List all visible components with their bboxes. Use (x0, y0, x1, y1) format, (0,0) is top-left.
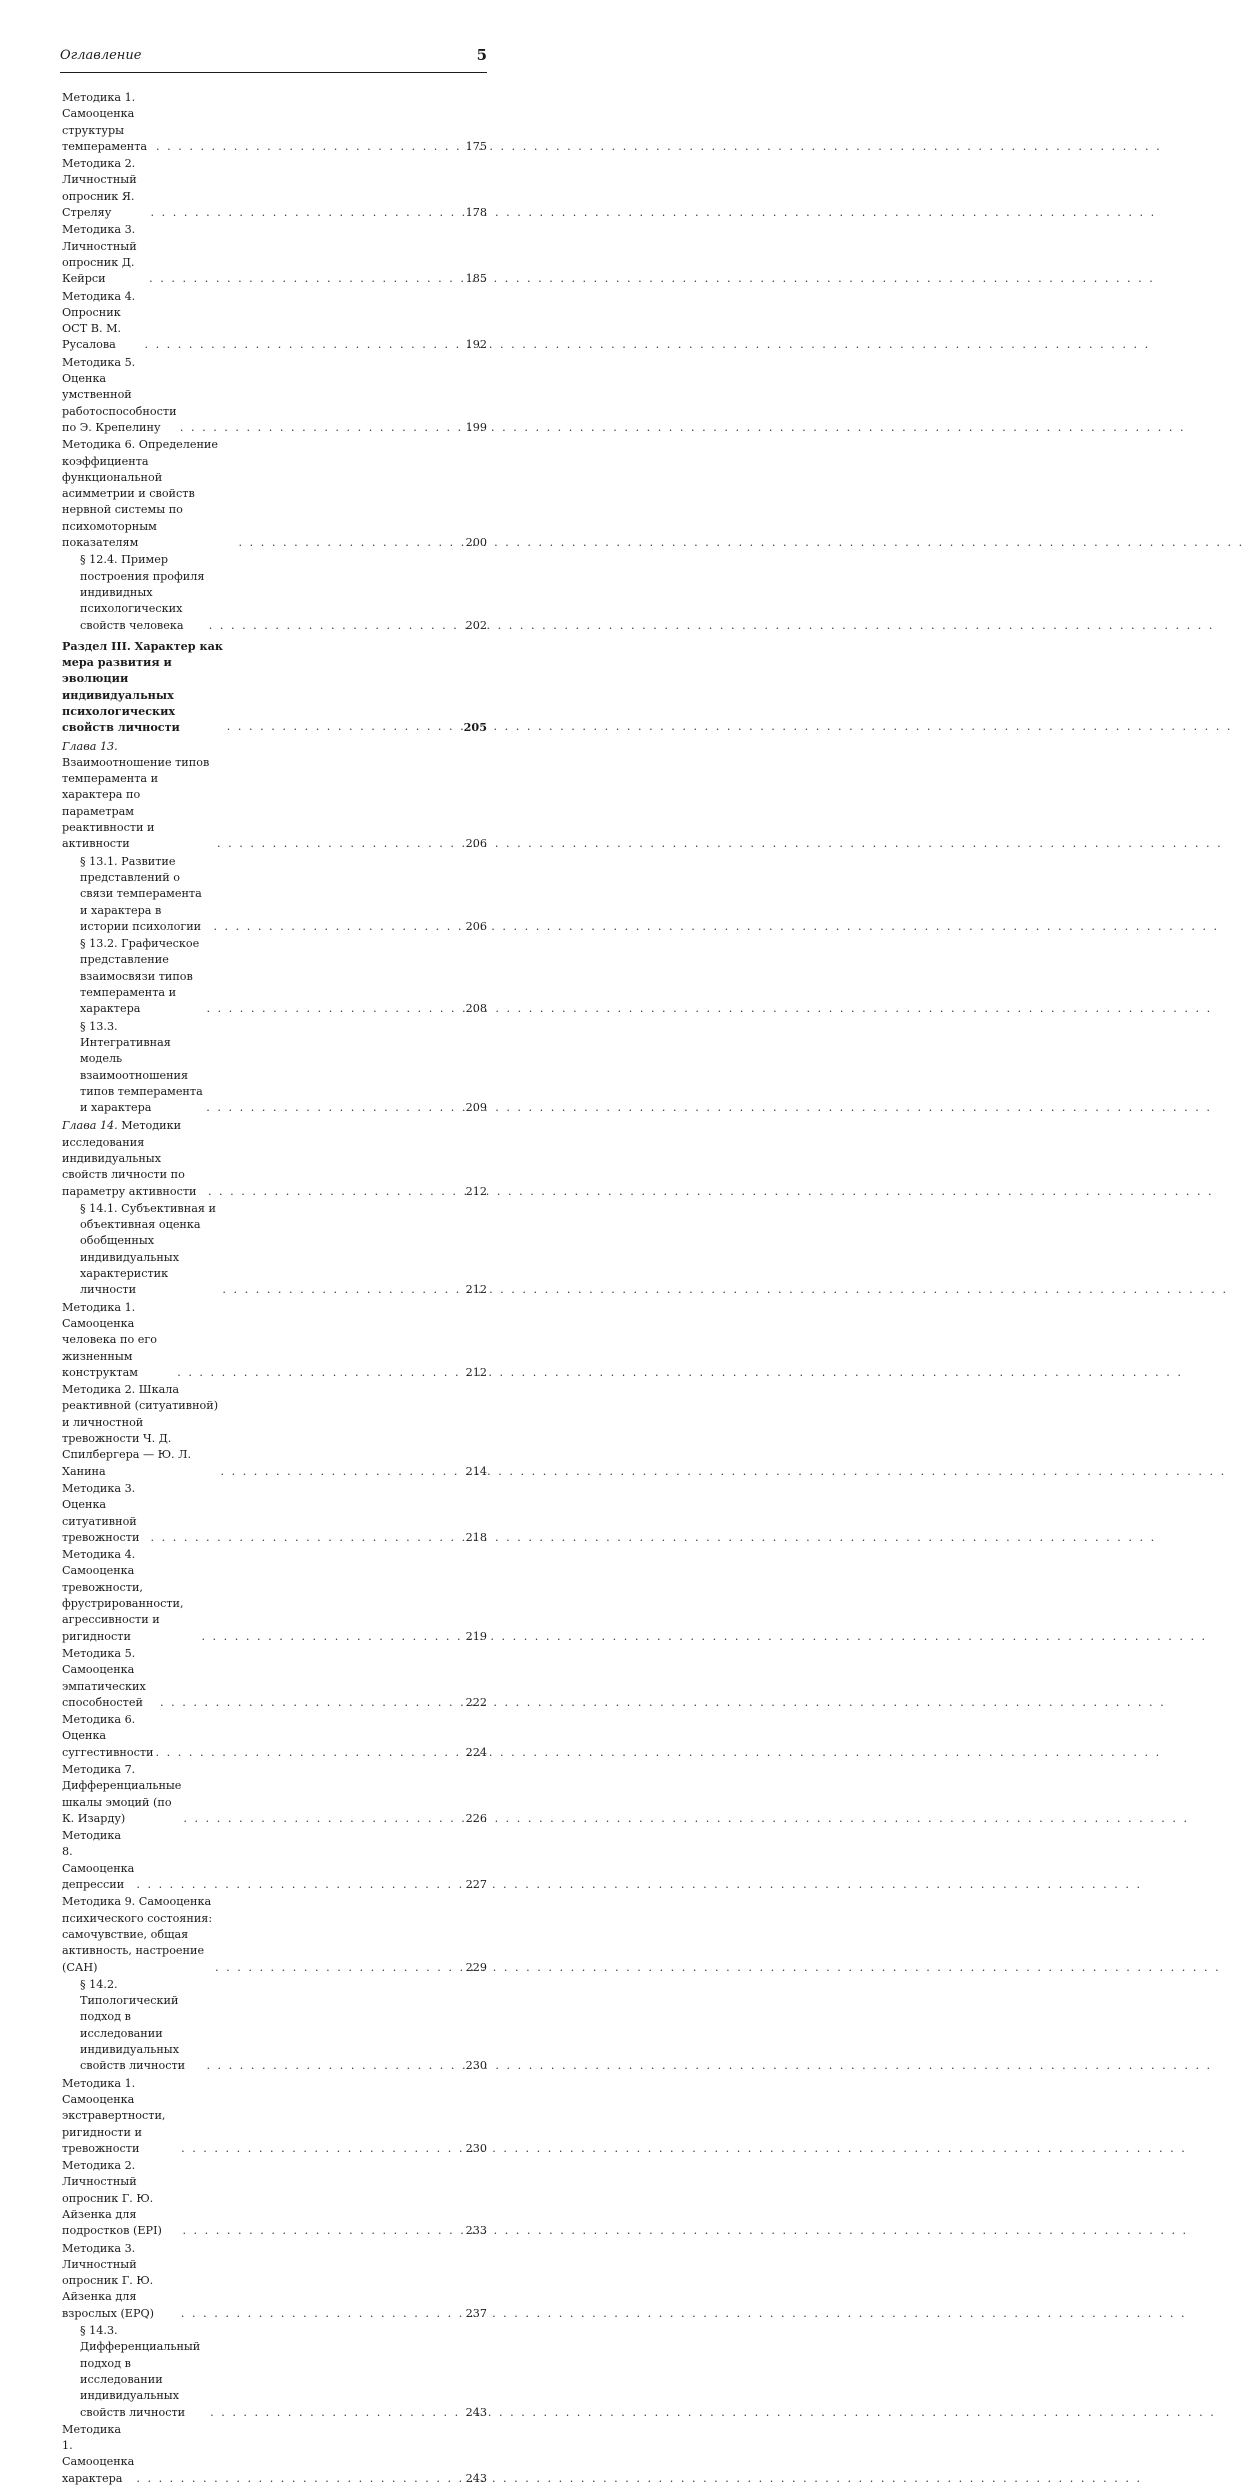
dot-leader (227, 719, 461, 735)
toc-entry-title: Оценка умственной работоспособности по Э. Крепелину (62, 372, 177, 434)
toc-entry (62, 1300, 487, 1381)
toc-entry (62, 1712, 487, 1761)
toc-entry-title: Интегративная модель взаимоотношения типов темперамента и характера (80, 1035, 203, 1115)
toc-entry (62, 437, 487, 551)
dot-leader (177, 1365, 461, 1381)
toc-entry (62, 936, 487, 1017)
toc-entry-text (62, 355, 180, 436)
toc-entry-title: Личностный опросник Д. Кейрси (62, 239, 137, 286)
toc-entry-text (62, 1894, 215, 1975)
toc-entry-page: 202 (465, 618, 487, 632)
toc-entry-text (62, 2076, 181, 2157)
toc-entry-text (80, 1019, 206, 1117)
toc-entry-page: 214 (465, 1464, 487, 1478)
toc-entry-page: 212 (465, 1184, 487, 1198)
toc-entry (62, 1828, 487, 1893)
toc-entry-text (62, 1762, 183, 1827)
toc-entry-title: Методики исследования индивидуальных свойств личности по параметру активности (62, 1119, 197, 1198)
toc-entry-label: § 14.1. (80, 1201, 118, 1215)
dot-leader (156, 139, 461, 155)
toc-entry (62, 2158, 487, 2239)
toc-entry-page: 227 (465, 1878, 487, 1892)
toc-entry-page: 222 (465, 1695, 487, 1709)
toc-entry-page: 230 (465, 2059, 487, 2073)
toc-entry-page: 192 (465, 338, 487, 352)
dot-leader (239, 535, 461, 551)
header-title: Оглавление (60, 48, 142, 63)
dot-leader (220, 1464, 461, 1480)
dot-leader (209, 618, 461, 634)
toc-entry-label: Методика 7. (62, 1762, 136, 1776)
toc-entry-text (62, 289, 144, 354)
dot-leader (206, 1100, 461, 1116)
toc-entry-text (80, 1201, 222, 1299)
toc-entry-page: 243 (465, 2405, 487, 2419)
toc-entry (62, 2241, 487, 2322)
toc-entry-title: Личностный опросник Г. Ю. Айзенка для взрослых (EPQ) (62, 2257, 155, 2320)
toc-entry-label: Методика 3. (62, 223, 136, 237)
dot-leader (181, 2306, 461, 2322)
toc-entry-title: Пример построения профиля индивидных психологических свойств человека (80, 553, 205, 632)
toc-entry-title: Дифференциальный подход в исследовании индивидуальных свойств личности (80, 2340, 201, 2419)
dot-leader (208, 1184, 461, 1200)
toc-entry-label: Методика 9. (62, 1895, 136, 1909)
toc-entry (62, 854, 487, 935)
toc-entry-label: Методика 3. (62, 1481, 136, 1495)
dot-leader (215, 1960, 461, 1976)
toc-entry-page: 185 (465, 272, 487, 286)
dot-leader (182, 2223, 461, 2239)
running-header (60, 46, 487, 73)
toc-entry-title: Определение коэффициента функциональной асимметрии и свойств нервной системы по психомоторным показателям (62, 438, 218, 550)
toc-entry (62, 2323, 487, 2421)
dot-leader (181, 2141, 461, 2157)
toc-entry (62, 355, 487, 436)
toc-entry (62, 1201, 487, 1299)
toc-entry-label: § 14.3. (80, 2324, 118, 2338)
toc-entry-title: Оценка ситуативной тревожности (62, 1498, 140, 1544)
toc-entry-title: Опросник ОСТ В. М. Русалова (62, 305, 122, 352)
toc-entry-page: 219 (465, 1629, 487, 1643)
toc-entry-label: § 13.2. (80, 937, 118, 951)
toc-entry-text (62, 2158, 182, 2239)
toc-entry-title: Типологический подход в исследовании индивидуальных свойств личности (80, 1994, 186, 2073)
toc-entry-title: Личностный опросник Г. Ю. Айзенка для подростков (EPI) (62, 2175, 162, 2238)
toc-entry-page: 175 (465, 139, 487, 153)
toc-entry-label: Методика 3. (62, 2241, 136, 2255)
toc-entry-label: Глава 14. (62, 1119, 118, 1133)
dot-leader (156, 1745, 461, 1761)
toc-entry-text (62, 222, 149, 287)
toc-entry (62, 2422, 487, 2487)
toc-entry (62, 1977, 487, 2075)
toc-entry (62, 1382, 487, 1480)
toc-entry-label: Методика 4. (62, 1548, 136, 1562)
toc-entry-title: Дифференциальные шкалы эмоций (по К. Изарду) (62, 1779, 182, 1825)
toc-entry-text (62, 739, 217, 853)
toc-entry-text (62, 1547, 201, 1645)
toc-entry-page: 224 (465, 1745, 487, 1759)
toc-entry-label: Методика 2. (62, 1383, 136, 1397)
dot-leader (151, 205, 461, 221)
table-of-contents (62, 90, 487, 2488)
dot-leader (217, 836, 461, 852)
toc-entry-label: Методика 5. (62, 1646, 136, 1660)
toc-entry-label: Методика 1. (62, 91, 136, 104)
dot-leader (151, 1530, 462, 1546)
toc-entry (62, 638, 487, 736)
toc-entry (62, 1646, 487, 1711)
toc-entry-title: Самооценка депрессии (62, 1861, 135, 1892)
toc-entry-page: 209 (465, 1101, 487, 1115)
dot-leader (222, 1282, 461, 1298)
toc-entry-label: Методика 2. (62, 2159, 136, 2173)
toc-entry-label: Методика 1. (62, 2076, 136, 2090)
toc-entry (62, 1762, 487, 1827)
toc-entry (62, 90, 487, 155)
toc-entry-label: § 13.3. (80, 1019, 118, 1033)
dot-leader (180, 420, 461, 436)
toc-entry-label: Глава 13. (62, 739, 118, 753)
toc-entry-text (62, 638, 227, 736)
toc-entry-page: 208 (465, 1002, 487, 1016)
toc-entry-text (62, 2422, 136, 2487)
toc-entry-page: 206 (465, 837, 487, 851)
header-page-number: 5 (476, 46, 487, 64)
toc-entry-text (80, 936, 206, 1017)
toc-entry-text (80, 1977, 206, 2075)
toc-entry-page: 218 (465, 1530, 487, 1544)
dot-leader (136, 2471, 461, 2487)
toc-entry-text (62, 1712, 156, 1761)
toc-entry-title: Характер как мера развития и эволюции индивидуальных психологических свойств личности (62, 638, 223, 735)
toc-entry (62, 1019, 487, 1117)
toc-entry (62, 739, 487, 853)
toc-entry (62, 1894, 487, 1975)
toc-entry-label: Методика 1. (62, 2422, 122, 2453)
toc-entry-page: 226 (465, 1811, 487, 1825)
toc-entry-text (62, 1481, 151, 1546)
toc-entry-label: Методика 2. (62, 157, 136, 171)
dot-leader (206, 2058, 461, 2074)
toc-entry-title: Личностный опросник Я. Стреляу (62, 173, 137, 220)
toc-entry-text (62, 1646, 160, 1711)
toc-entry-label: § 12.4. (80, 553, 118, 567)
toc-entry-title: Самооценка структуры темперамента (62, 107, 148, 153)
toc-entry-page: 230 (465, 2141, 487, 2155)
toc-entry-title: Графическое представление взаимосвязи типов темперамента и характера (80, 937, 200, 1016)
toc-entry-page: 199 (465, 420, 487, 434)
toc-entry-label: Методика 4. (62, 289, 136, 303)
toc-entry (62, 1481, 487, 1546)
toc-entry-page: 178 (465, 206, 487, 220)
toc-entry (62, 552, 487, 633)
toc-entry-page: 229 (465, 1960, 487, 1974)
toc-entry (62, 289, 487, 354)
toc-entry (62, 222, 487, 287)
toc-entry-page: 212 (465, 1283, 487, 1297)
dot-leader (201, 1629, 461, 1645)
toc-entry (62, 1547, 487, 1645)
toc-entry-text (62, 1118, 208, 1199)
toc-entry-text (80, 854, 213, 935)
toc-entry-title: Самооценка эмпатических способностей (62, 1663, 146, 1709)
toc-entry-title: Самооценка характера (62, 2455, 135, 2485)
toc-entry-title: Оценка суггестивности (62, 1729, 154, 1759)
toc-entry-title: Взаимоотношение типов темперамента и характера по параметрам реактивности и активности (62, 755, 210, 851)
toc-entry-text (62, 156, 151, 221)
toc-entry-text (62, 1382, 220, 1480)
dot-leader (210, 2405, 461, 2421)
toc-entry-page: 200 (465, 536, 487, 550)
toc-entry-text (62, 1300, 177, 1381)
toc-entry-title: Самооценка тревожности, фрустрированности, агрессивности и ригидности (62, 1564, 184, 1643)
toc-entry-page: 233 (465, 2224, 487, 2238)
toc-entry-text (62, 1828, 136, 1893)
dot-leader (144, 337, 461, 353)
toc-entry-title: Самооценка психического состояния: самочувствие, общая активность, настроение (САН) (62, 1895, 213, 1974)
toc-entry-title: Самооценка экстравертности, ригидности и тревожности (62, 2092, 166, 2155)
dot-leader (213, 919, 461, 935)
toc-entry-label: Методика 6. (62, 438, 136, 452)
toc-entry-text (62, 90, 156, 155)
toc-entry-page: 212 (465, 1365, 487, 1379)
toc-entry-page: 243 (465, 2471, 487, 2485)
toc-entry-label: Методика 6. (62, 1713, 136, 1727)
toc-entry-page: 206 (465, 919, 487, 933)
dot-leader (206, 1001, 461, 1017)
toc-entry-label: Методика 8. (62, 1829, 122, 1859)
toc-entry-text (80, 2323, 210, 2421)
toc-entry-label: § 14.2. (80, 1977, 118, 1991)
toc-entry-text (62, 437, 239, 551)
toc-entry-title: Самооценка человека по его жизненным конструктам (62, 1316, 157, 1379)
toc-entry-title: Развитие представлений о связи темперамента и характера в истории психологии (80, 854, 202, 933)
toc-entry-page: 237 (465, 2306, 487, 2320)
dot-leader (149, 271, 461, 287)
toc-entry-text (62, 2241, 181, 2322)
dot-leader (183, 1811, 461, 1827)
toc-entry-label: Методика 5. (62, 355, 136, 369)
toc-entry-label: Раздел III. (62, 638, 131, 653)
toc-entry-label: Методика 1. (62, 1300, 136, 1314)
toc-entry-title: Субъективная и объективная оценка обобщенных индивидуальных характеристик личности (80, 1201, 216, 1297)
toc-entry (62, 1118, 487, 1199)
toc-entry (62, 156, 487, 221)
toc-entry-page: 205 (463, 720, 487, 735)
dot-leader (136, 1877, 461, 1893)
toc-entry-text (80, 552, 209, 633)
toc-entry (62, 2076, 487, 2157)
toc-entry-label: § 13.1. (80, 854, 118, 868)
dot-leader (160, 1695, 461, 1711)
toc-entry-title: Шкала реактивной (ситуативной) и личностной тревожности Ч. Д. Спилбергера — Ю. Л. Ханина (62, 1383, 219, 1478)
